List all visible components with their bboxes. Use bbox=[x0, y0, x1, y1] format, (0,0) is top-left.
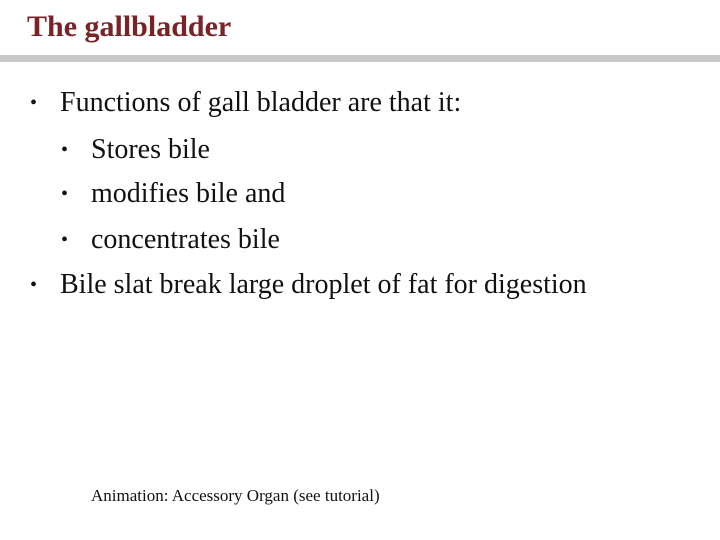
animation-caption: Animation: Accessory Organ (see tutorial) bbox=[91, 486, 380, 505]
bullet-text: modifies bile and bbox=[91, 178, 286, 209]
sub-bullet-concentrates-bile bbox=[61, 223, 280, 257]
bullet-marker: • bbox=[61, 229, 69, 251]
bullet-marker: • bbox=[30, 92, 38, 114]
slide-title: The gallbladder bbox=[27, 10, 232, 43]
bullet-item-functions bbox=[30, 86, 461, 120]
sub-bullet-stores-bile bbox=[61, 133, 210, 167]
bullet-marker: • bbox=[61, 183, 69, 205]
bullet-marker: • bbox=[61, 139, 69, 161]
title-divider bbox=[0, 55, 720, 62]
bullet-text: Functions of gall bladder are that it: bbox=[60, 87, 462, 118]
bullet-marker: • bbox=[30, 274, 38, 296]
bullet-text: concentrates bile bbox=[91, 224, 280, 255]
bullet-text: Bile slat break large droplet of fat for digestion bbox=[60, 269, 587, 300]
sub-bullet-modifies-bile bbox=[61, 177, 285, 211]
bullet-text: Stores bile bbox=[91, 134, 210, 165]
bullet-item-bile-salt bbox=[30, 268, 587, 302]
